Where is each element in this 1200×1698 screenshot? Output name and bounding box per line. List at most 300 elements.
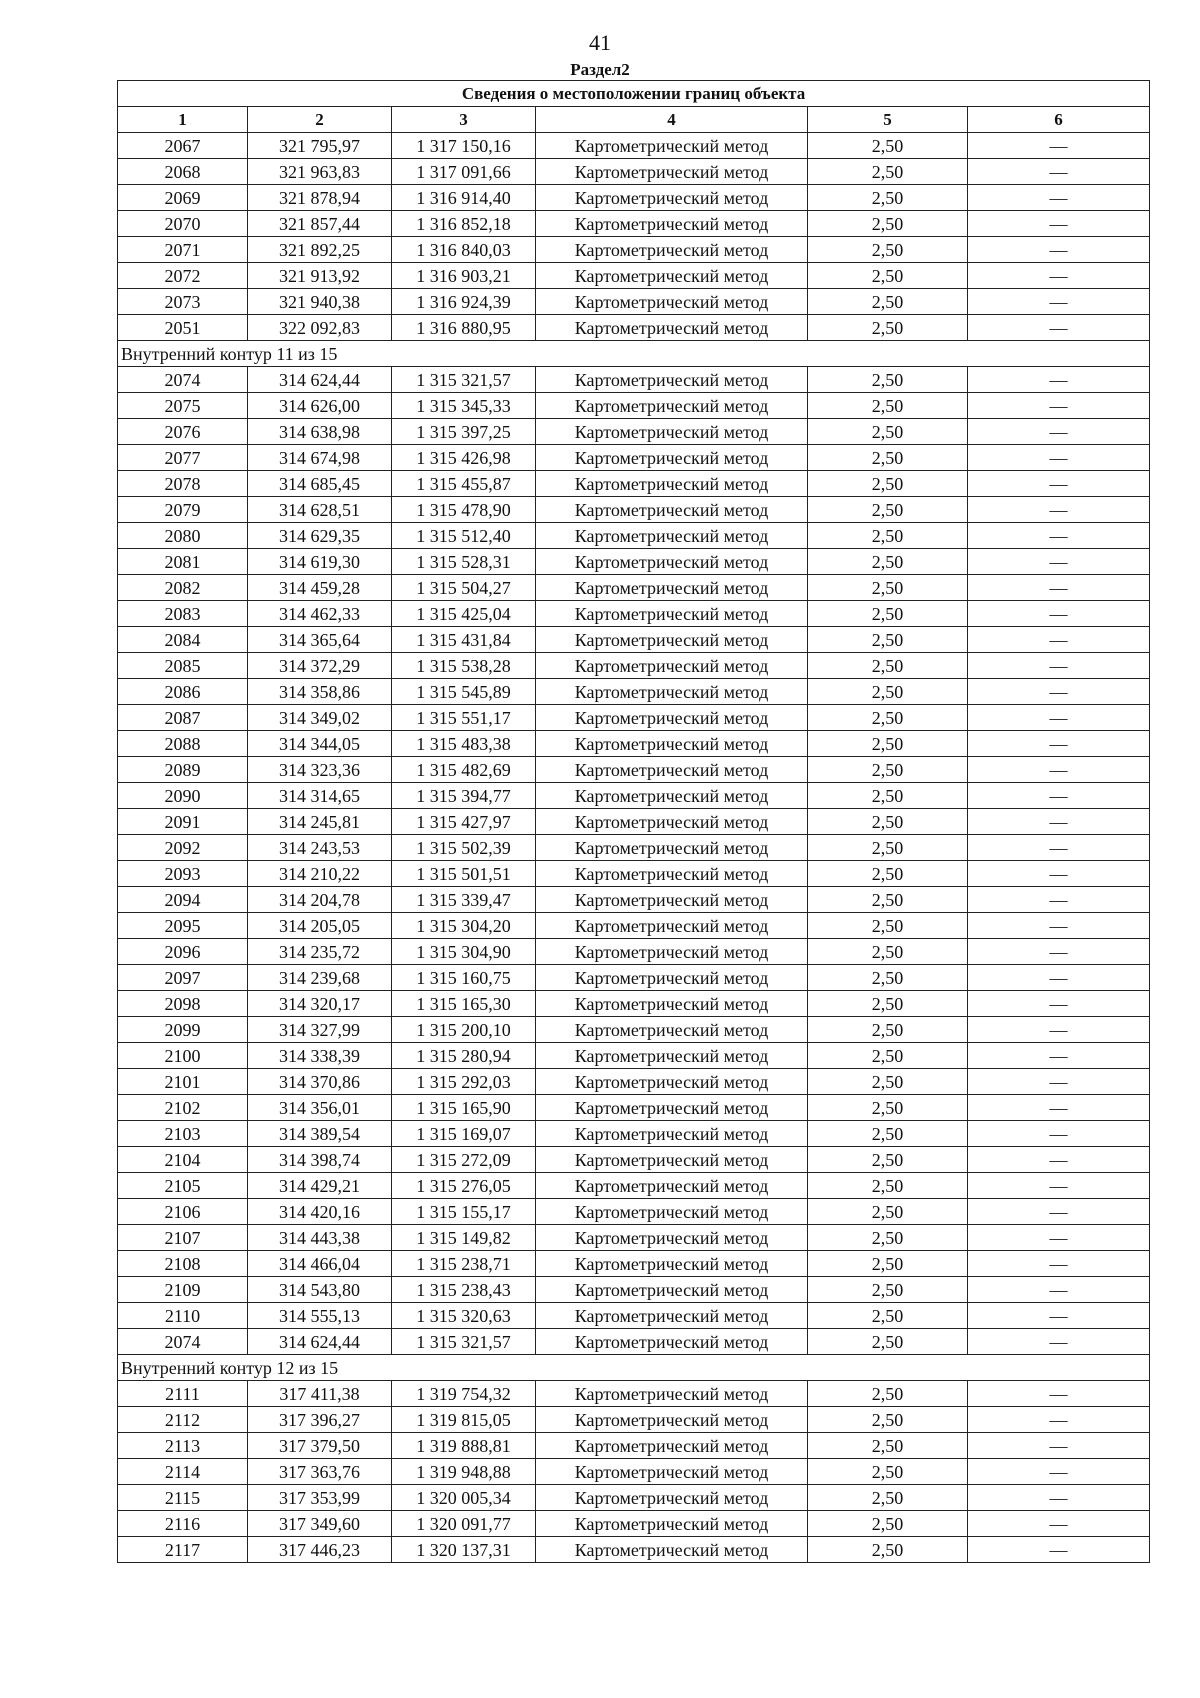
x-coordinate-cell: 314 235,72 xyxy=(248,939,392,965)
accuracy-cell: 2,50 xyxy=(808,991,968,1017)
method-cell: Картометрический метод xyxy=(536,1407,808,1433)
x-coordinate-cell: 314 429,21 xyxy=(248,1173,392,1199)
description-cell: — xyxy=(968,887,1150,913)
description-cell: — xyxy=(968,1199,1150,1225)
accuracy-cell: 2,50 xyxy=(808,1329,968,1355)
accuracy-cell: 2,50 xyxy=(808,1485,968,1511)
accuracy-cell: 2,50 xyxy=(808,1147,968,1173)
point-number-cell: 2083 xyxy=(118,601,248,627)
table-row xyxy=(118,1433,1150,1459)
accuracy-cell: 2,50 xyxy=(808,1459,968,1485)
point-number-cell: 2092 xyxy=(118,835,248,861)
accuracy-cell: 2,50 xyxy=(808,1511,968,1537)
x-coordinate-cell: 314 674,98 xyxy=(248,445,392,471)
table-row xyxy=(118,1017,1150,1043)
y-coordinate-cell: 1 316 924,39 xyxy=(392,289,536,315)
description-cell: — xyxy=(968,471,1150,497)
x-coordinate-cell: 317 363,76 xyxy=(248,1459,392,1485)
accuracy-cell: 2,50 xyxy=(808,419,968,445)
point-number-cell: 2116 xyxy=(118,1511,248,1537)
description-cell: — xyxy=(968,133,1150,159)
table-row xyxy=(118,835,1150,861)
x-coordinate-cell: 314 370,86 xyxy=(248,1069,392,1095)
accuracy-cell: 2,50 xyxy=(808,549,968,575)
accuracy-cell: 2,50 xyxy=(808,627,968,653)
accuracy-cell: 2,50 xyxy=(808,1199,968,1225)
x-coordinate-cell: 314 245,81 xyxy=(248,809,392,835)
accuracy-cell: 2,50 xyxy=(808,393,968,419)
description-cell: — xyxy=(968,1329,1150,1355)
point-number-cell: 2109 xyxy=(118,1277,248,1303)
method-cell: Картометрический метод xyxy=(536,549,808,575)
boundary-coordinates-table xyxy=(117,80,1150,1563)
y-coordinate-cell: 1 315 339,47 xyxy=(392,887,536,913)
method-cell: Картометрический метод xyxy=(536,731,808,757)
point-number-cell: 2101 xyxy=(118,1069,248,1095)
description-cell: — xyxy=(968,1095,1150,1121)
accuracy-cell: 2,50 xyxy=(808,1381,968,1407)
table-row xyxy=(118,991,1150,1017)
accuracy-cell: 2,50 xyxy=(808,835,968,861)
column-header: 4 xyxy=(536,107,808,133)
method-cell: Картометрический метод xyxy=(536,1225,808,1251)
x-coordinate-cell: 314 358,86 xyxy=(248,679,392,705)
point-number-cell: 2097 xyxy=(118,965,248,991)
point-number-cell: 2090 xyxy=(118,783,248,809)
y-coordinate-cell: 1 315 501,51 xyxy=(392,861,536,887)
accuracy-cell: 2,50 xyxy=(808,705,968,731)
description-cell: — xyxy=(968,601,1150,627)
x-coordinate-cell: 314 389,54 xyxy=(248,1121,392,1147)
point-number-cell: 2104 xyxy=(118,1147,248,1173)
x-coordinate-cell: 314 420,16 xyxy=(248,1199,392,1225)
x-coordinate-cell: 321 857,44 xyxy=(248,211,392,237)
y-coordinate-cell: 1 315 292,03 xyxy=(392,1069,536,1095)
x-coordinate-cell: 314 205,05 xyxy=(248,913,392,939)
accuracy-cell: 2,50 xyxy=(808,575,968,601)
table-row xyxy=(118,861,1150,887)
method-cell: Картометрический метод xyxy=(536,1043,808,1069)
description-cell: — xyxy=(968,211,1150,237)
point-number-cell: 2073 xyxy=(118,289,248,315)
y-coordinate-cell: 1 315 238,43 xyxy=(392,1277,536,1303)
y-coordinate-cell: 1 315 160,75 xyxy=(392,965,536,991)
description-cell: — xyxy=(968,783,1150,809)
y-coordinate-cell: 1 316 914,40 xyxy=(392,185,536,211)
point-number-cell: 2081 xyxy=(118,549,248,575)
point-number-cell: 2077 xyxy=(118,445,248,471)
description-cell: — xyxy=(968,835,1150,861)
y-coordinate-cell: 1 315 304,90 xyxy=(392,939,536,965)
column-header: 2 xyxy=(248,107,392,133)
y-coordinate-cell: 1 317 091,66 xyxy=(392,159,536,185)
table-row xyxy=(118,159,1150,185)
x-coordinate-cell: 314 462,33 xyxy=(248,601,392,627)
description-cell: — xyxy=(968,367,1150,393)
accuracy-cell: 2,50 xyxy=(808,861,968,887)
description-cell: — xyxy=(968,315,1150,341)
accuracy-cell: 2,50 xyxy=(808,679,968,705)
y-coordinate-cell: 1 316 840,03 xyxy=(392,237,536,263)
table-row xyxy=(118,1043,1150,1069)
method-cell: Картометрический метод xyxy=(536,237,808,263)
y-coordinate-cell: 1 315 551,17 xyxy=(392,705,536,731)
description-cell: — xyxy=(968,1381,1150,1407)
description-cell: — xyxy=(968,497,1150,523)
point-number-cell: 2076 xyxy=(118,419,248,445)
y-coordinate-cell: 1 315 200,10 xyxy=(392,1017,536,1043)
accuracy-cell: 2,50 xyxy=(808,185,968,211)
table-row xyxy=(118,133,1150,159)
method-cell: Картометрический метод xyxy=(536,1459,808,1485)
contour-label: Внутренний контур 11 из 15 xyxy=(118,341,1150,367)
y-coordinate-cell: 1 320 091,77 xyxy=(392,1511,536,1537)
method-cell: Картометрический метод xyxy=(536,965,808,991)
description-cell: — xyxy=(968,1511,1150,1537)
table-row xyxy=(118,1303,1150,1329)
point-number-cell: 2075 xyxy=(118,393,248,419)
accuracy-cell: 2,50 xyxy=(808,315,968,341)
method-cell: Картометрический метод xyxy=(536,1173,808,1199)
accuracy-cell: 2,50 xyxy=(808,1303,968,1329)
description-cell: — xyxy=(968,705,1150,731)
table-row xyxy=(118,445,1150,471)
x-coordinate-cell: 314 204,78 xyxy=(248,887,392,913)
y-coordinate-cell: 1 315 512,40 xyxy=(392,523,536,549)
description-cell: — xyxy=(968,289,1150,315)
table-row xyxy=(118,263,1150,289)
y-coordinate-cell: 1 315 482,69 xyxy=(392,757,536,783)
table-row xyxy=(118,1459,1150,1485)
y-coordinate-cell: 1 315 238,71 xyxy=(392,1251,536,1277)
x-coordinate-cell: 321 878,94 xyxy=(248,185,392,211)
description-cell: — xyxy=(968,1459,1150,1485)
x-coordinate-cell: 314 239,68 xyxy=(248,965,392,991)
x-coordinate-cell: 321 940,38 xyxy=(248,289,392,315)
method-cell: Картометрический метод xyxy=(536,1329,808,1355)
table-row xyxy=(118,757,1150,783)
accuracy-cell: 2,50 xyxy=(808,289,968,315)
x-coordinate-cell: 314 344,05 xyxy=(248,731,392,757)
accuracy-cell: 2,50 xyxy=(808,1121,968,1147)
table-row xyxy=(118,809,1150,835)
x-coordinate-cell: 322 092,83 xyxy=(248,315,392,341)
x-coordinate-cell: 314 323,36 xyxy=(248,757,392,783)
point-number-cell: 2096 xyxy=(118,939,248,965)
section-title: Раздел2 xyxy=(570,60,630,79)
y-coordinate-cell: 1 315 345,33 xyxy=(392,393,536,419)
point-number-cell: 2078 xyxy=(118,471,248,497)
point-number-cell: 2070 xyxy=(118,211,248,237)
method-cell: Картометрический метод xyxy=(536,419,808,445)
point-number-cell: 2086 xyxy=(118,679,248,705)
method-cell: Картометрический метод xyxy=(536,523,808,549)
method-cell: Картометрический метод xyxy=(536,757,808,783)
method-cell: Картометрический метод xyxy=(536,1147,808,1173)
table-row xyxy=(118,679,1150,705)
method-cell: Картометрический метод xyxy=(536,991,808,1017)
method-cell: Картометрический метод xyxy=(536,393,808,419)
description-cell: — xyxy=(968,1277,1150,1303)
y-coordinate-cell: 1 315 502,39 xyxy=(392,835,536,861)
point-number-cell: 2087 xyxy=(118,705,248,731)
y-coordinate-cell: 1 315 321,57 xyxy=(392,1329,536,1355)
table-row xyxy=(118,1537,1150,1563)
accuracy-cell: 2,50 xyxy=(808,471,968,497)
y-coordinate-cell: 1 315 280,94 xyxy=(392,1043,536,1069)
contour-header-row xyxy=(118,1355,1150,1381)
column-header: 3 xyxy=(392,107,536,133)
x-coordinate-cell: 317 446,23 xyxy=(248,1537,392,1563)
table-row xyxy=(118,1095,1150,1121)
method-cell: Картометрический метод xyxy=(536,1017,808,1043)
x-coordinate-cell: 314 349,02 xyxy=(248,705,392,731)
table-row xyxy=(118,653,1150,679)
table-row xyxy=(118,497,1150,523)
table-row xyxy=(118,1381,1150,1407)
table-row xyxy=(118,211,1150,237)
y-coordinate-cell: 1 315 538,28 xyxy=(392,653,536,679)
description-cell: — xyxy=(968,263,1150,289)
method-cell: Картометрический метод xyxy=(536,1381,808,1407)
x-coordinate-cell: 314 624,44 xyxy=(248,1329,392,1355)
point-number-cell: 2098 xyxy=(118,991,248,1017)
page-number: 41 xyxy=(589,30,611,55)
x-coordinate-cell: 321 795,97 xyxy=(248,133,392,159)
method-cell: Картометрический метод xyxy=(536,367,808,393)
y-coordinate-cell: 1 315 397,25 xyxy=(392,419,536,445)
method-cell: Картометрический метод xyxy=(536,1069,808,1095)
table-title-row xyxy=(118,81,1150,107)
table-row xyxy=(118,783,1150,809)
accuracy-cell: 2,50 xyxy=(808,237,968,263)
method-cell: Картометрический метод xyxy=(536,575,808,601)
point-number-cell: 2108 xyxy=(118,1251,248,1277)
accuracy-cell: 2,50 xyxy=(808,1069,968,1095)
table-row xyxy=(118,1069,1150,1095)
y-coordinate-cell: 1 315 320,63 xyxy=(392,1303,536,1329)
description-cell: — xyxy=(968,1433,1150,1459)
method-cell: Картометрический метод xyxy=(536,705,808,731)
method-cell: Картометрический метод xyxy=(536,315,808,341)
y-coordinate-cell: 1 315 155,17 xyxy=(392,1199,536,1225)
table-row xyxy=(118,1121,1150,1147)
accuracy-cell: 2,50 xyxy=(808,653,968,679)
description-cell: — xyxy=(968,861,1150,887)
x-coordinate-cell: 314 243,53 xyxy=(248,835,392,861)
point-number-cell: 2085 xyxy=(118,653,248,679)
point-number-cell: 2080 xyxy=(118,523,248,549)
y-coordinate-cell: 1 315 528,31 xyxy=(392,549,536,575)
x-coordinate-cell: 314 626,00 xyxy=(248,393,392,419)
y-coordinate-cell: 1 315 478,90 xyxy=(392,497,536,523)
point-number-cell: 2099 xyxy=(118,1017,248,1043)
method-cell: Картометрический метод xyxy=(536,887,808,913)
x-coordinate-cell: 321 913,92 xyxy=(248,263,392,289)
description-cell: — xyxy=(968,679,1150,705)
accuracy-cell: 2,50 xyxy=(808,965,968,991)
accuracy-cell: 2,50 xyxy=(808,1407,968,1433)
description-cell: — xyxy=(968,627,1150,653)
point-number-cell: 2107 xyxy=(118,1225,248,1251)
description-cell: — xyxy=(968,1173,1150,1199)
column-header: 6 xyxy=(968,107,1150,133)
table-row xyxy=(118,731,1150,757)
method-cell: Картометрический метод xyxy=(536,809,808,835)
table-row xyxy=(118,1147,1150,1173)
x-coordinate-cell: 321 963,83 xyxy=(248,159,392,185)
column-header: 5 xyxy=(808,107,968,133)
method-cell: Картометрический метод xyxy=(536,471,808,497)
method-cell: Картометрический метод xyxy=(536,497,808,523)
table-row xyxy=(118,601,1150,627)
description-cell: — xyxy=(968,549,1150,575)
point-number-cell: 2084 xyxy=(118,627,248,653)
point-number-cell: 2093 xyxy=(118,861,248,887)
method-cell: Картометрический метод xyxy=(536,263,808,289)
accuracy-cell: 2,50 xyxy=(808,1095,968,1121)
table-row xyxy=(118,965,1150,991)
x-coordinate-cell: 314 443,38 xyxy=(248,1225,392,1251)
contour-header-row xyxy=(118,341,1150,367)
point-number-cell: 2072 xyxy=(118,263,248,289)
accuracy-cell: 2,50 xyxy=(808,445,968,471)
y-coordinate-cell: 1 315 321,57 xyxy=(392,367,536,393)
description-cell: — xyxy=(968,1147,1150,1173)
x-coordinate-cell: 314 314,65 xyxy=(248,783,392,809)
point-number-cell: 2113 xyxy=(118,1433,248,1459)
accuracy-cell: 2,50 xyxy=(808,1173,968,1199)
accuracy-cell: 2,50 xyxy=(808,601,968,627)
table-row xyxy=(118,1225,1150,1251)
x-coordinate-cell: 321 892,25 xyxy=(248,237,392,263)
accuracy-cell: 2,50 xyxy=(808,1017,968,1043)
method-cell: Картометрический метод xyxy=(536,1199,808,1225)
accuracy-cell: 2,50 xyxy=(808,887,968,913)
accuracy-cell: 2,50 xyxy=(808,1251,968,1277)
y-coordinate-cell: 1 315 426,98 xyxy=(392,445,536,471)
description-cell: — xyxy=(968,1485,1150,1511)
accuracy-cell: 2,50 xyxy=(808,523,968,549)
point-number-cell: 2082 xyxy=(118,575,248,601)
accuracy-cell: 2,50 xyxy=(808,497,968,523)
y-coordinate-cell: 1 319 754,32 xyxy=(392,1381,536,1407)
accuracy-cell: 2,50 xyxy=(808,783,968,809)
x-coordinate-cell: 314 327,99 xyxy=(248,1017,392,1043)
table-row xyxy=(118,315,1150,341)
point-number-cell: 2110 xyxy=(118,1303,248,1329)
method-cell: Картометрический метод xyxy=(536,861,808,887)
table-row xyxy=(118,549,1150,575)
method-cell: Картометрический метод xyxy=(536,627,808,653)
y-coordinate-cell: 1 319 815,05 xyxy=(392,1407,536,1433)
description-cell: — xyxy=(968,1121,1150,1147)
accuracy-cell: 2,50 xyxy=(808,1225,968,1251)
method-cell: Картометрический метод xyxy=(536,1251,808,1277)
method-cell: Картометрический метод xyxy=(536,653,808,679)
x-coordinate-cell: 314 398,74 xyxy=(248,1147,392,1173)
x-coordinate-cell: 314 338,39 xyxy=(248,1043,392,1069)
table-row xyxy=(118,237,1150,263)
x-coordinate-cell: 317 411,38 xyxy=(248,1381,392,1407)
method-cell: Картометрический метод xyxy=(536,445,808,471)
y-coordinate-cell: 1 315 304,20 xyxy=(392,913,536,939)
x-coordinate-cell: 314 619,30 xyxy=(248,549,392,575)
description-cell: — xyxy=(968,1043,1150,1069)
method-cell: Картометрический метод xyxy=(536,1537,808,1563)
y-coordinate-cell: 1 315 276,05 xyxy=(392,1173,536,1199)
x-coordinate-cell: 314 685,45 xyxy=(248,471,392,497)
x-coordinate-cell: 314 320,17 xyxy=(248,991,392,1017)
x-coordinate-cell: 314 555,13 xyxy=(248,1303,392,1329)
method-cell: Картометрический метод xyxy=(536,939,808,965)
x-coordinate-cell: 317 353,99 xyxy=(248,1485,392,1511)
x-coordinate-cell: 314 365,64 xyxy=(248,627,392,653)
table-row xyxy=(118,289,1150,315)
point-number-cell: 2117 xyxy=(118,1537,248,1563)
description-cell: — xyxy=(968,757,1150,783)
description-cell: — xyxy=(968,809,1150,835)
description-cell: — xyxy=(968,237,1150,263)
method-cell: Картометрический метод xyxy=(536,601,808,627)
method-cell: Картометрический метод xyxy=(536,1433,808,1459)
accuracy-cell: 2,50 xyxy=(808,809,968,835)
table-row xyxy=(118,523,1150,549)
method-cell: Картометрический метод xyxy=(536,289,808,315)
x-coordinate-cell: 314 543,80 xyxy=(248,1277,392,1303)
y-coordinate-cell: 1 319 888,81 xyxy=(392,1433,536,1459)
point-number-cell: 2069 xyxy=(118,185,248,211)
description-cell: — xyxy=(968,731,1150,757)
method-cell: Картометрический метод xyxy=(536,133,808,159)
method-cell: Картометрический метод xyxy=(536,1485,808,1511)
y-coordinate-cell: 1 320 137,31 xyxy=(392,1537,536,1563)
table-body xyxy=(118,133,1150,1563)
table-row xyxy=(118,939,1150,965)
point-number-cell: 2095 xyxy=(118,913,248,939)
point-number-cell: 2111 xyxy=(118,1381,248,1407)
table-head xyxy=(118,81,1150,133)
table-row xyxy=(118,1173,1150,1199)
table-row xyxy=(118,1251,1150,1277)
point-number-cell: 2089 xyxy=(118,757,248,783)
y-coordinate-cell: 1 315 394,77 xyxy=(392,783,536,809)
point-number-cell: 2115 xyxy=(118,1485,248,1511)
point-number-cell: 2114 xyxy=(118,1459,248,1485)
accuracy-cell: 2,50 xyxy=(808,367,968,393)
table-row xyxy=(118,627,1150,653)
description-cell: — xyxy=(968,1407,1150,1433)
description-cell: — xyxy=(968,1069,1150,1095)
point-number-cell: 2106 xyxy=(118,1199,248,1225)
method-cell: Картометрический метод xyxy=(536,1121,808,1147)
table-row xyxy=(118,1329,1150,1355)
accuracy-cell: 2,50 xyxy=(808,939,968,965)
point-number-cell: 2094 xyxy=(118,887,248,913)
x-coordinate-cell: 317 379,50 xyxy=(248,1433,392,1459)
x-coordinate-cell: 317 349,60 xyxy=(248,1511,392,1537)
y-coordinate-cell: 1 315 165,30 xyxy=(392,991,536,1017)
description-cell: — xyxy=(968,913,1150,939)
x-coordinate-cell: 314 356,01 xyxy=(248,1095,392,1121)
point-number-cell: 2100 xyxy=(118,1043,248,1069)
accuracy-cell: 2,50 xyxy=(808,211,968,237)
y-coordinate-cell: 1 315 427,97 xyxy=(392,809,536,835)
description-cell: — xyxy=(968,991,1150,1017)
description-cell: — xyxy=(968,393,1150,419)
method-cell: Картометрический метод xyxy=(536,211,808,237)
method-cell: Картометрический метод xyxy=(536,783,808,809)
